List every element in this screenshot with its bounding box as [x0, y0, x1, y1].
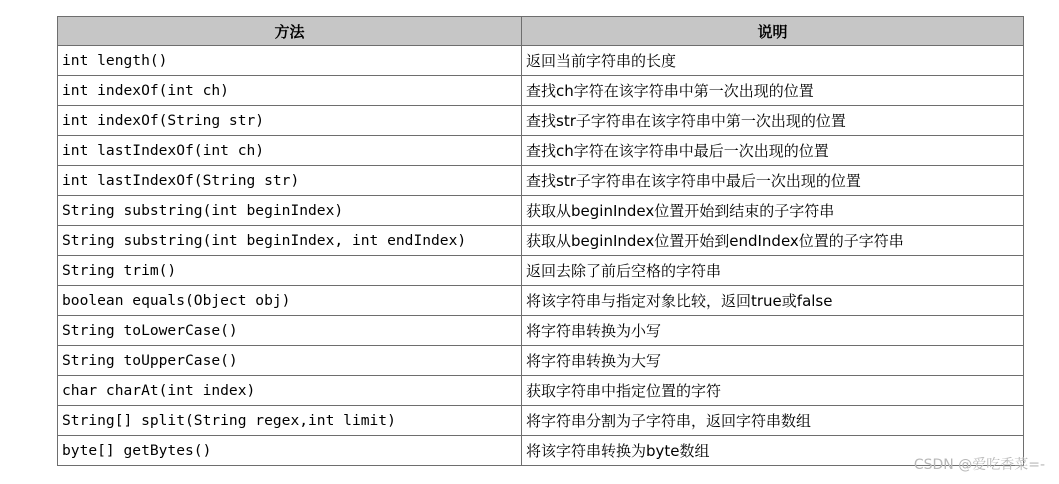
- description-cell: 将该字符串与指定对象比较，返回true或false: [522, 286, 1024, 316]
- description-cell: 返回当前字符串的长度: [522, 46, 1024, 76]
- table-row: [58, 136, 1024, 166]
- table-row: [58, 286, 1024, 316]
- description-cell: 查找str子字符串在该字符串中最后一次出现的位置: [522, 166, 1024, 196]
- method-cell: char charAt(int index): [58, 376, 522, 406]
- description-cell: 将字符串转换为小写: [522, 316, 1024, 346]
- description-cell: 获取字符串中指定位置的字符: [522, 376, 1024, 406]
- method-cell: String substring(int beginIndex, int endIndex): [58, 226, 522, 256]
- method-cell: String[] split(String regex,int limit): [58, 406, 522, 436]
- method-cell: String substring(int beginIndex): [58, 196, 522, 226]
- method-cell: int indexOf(String str): [58, 106, 522, 136]
- method-cell: int length(): [58, 46, 522, 76]
- description-cell: 将字符串转换为大写: [522, 346, 1024, 376]
- table-row: [58, 226, 1024, 256]
- table-row: [58, 196, 1024, 226]
- table-row: [58, 406, 1024, 436]
- method-cell: int lastIndexOf(String str): [58, 166, 522, 196]
- table-header-row: [58, 17, 1024, 46]
- table-row: [58, 256, 1024, 286]
- string-methods-table: [57, 16, 1024, 466]
- method-cell: String toLowerCase(): [58, 316, 522, 346]
- method-cell: int lastIndexOf(int ch): [58, 136, 522, 166]
- description-cell: 查找str子字符串在该字符串中第一次出现的位置: [522, 106, 1024, 136]
- table-row: [58, 436, 1024, 466]
- description-cell: 查找ch字符在该字符串中第一次出现的位置: [522, 76, 1024, 106]
- description-cell: 查找ch字符在该字符串中最后一次出现的位置: [522, 136, 1024, 166]
- csdn-watermark: CSDN @爱吃香菜=-: [913, 457, 1045, 473]
- description-cell: 获取从beginIndex位置开始到结束的子字符串: [522, 196, 1024, 226]
- method-cell: byte[] getBytes(): [58, 436, 522, 466]
- description-cell: 将该字符串转换为byte数组: [522, 436, 1024, 466]
- method-cell: int indexOf(int ch): [58, 76, 522, 106]
- table-row: [58, 106, 1024, 136]
- table-row: [58, 46, 1024, 76]
- description-cell: 返回去除了前后空格的字符串: [522, 256, 1024, 286]
- header-description: 说明: [522, 17, 1024, 46]
- method-cell: String toUpperCase(): [58, 346, 522, 376]
- description-cell: 获取从beginIndex位置开始到endIndex位置的子字符串: [522, 226, 1024, 256]
- table-row: [58, 76, 1024, 106]
- header-method: 方法: [58, 17, 522, 46]
- table-row: [58, 346, 1024, 376]
- description-cell: 将字符串分割为子字符串，返回字符串数组: [522, 406, 1024, 436]
- table-row: [58, 316, 1024, 346]
- table-row: [58, 166, 1024, 196]
- method-cell: String trim(): [58, 256, 522, 286]
- table-row: [58, 376, 1024, 406]
- method-cell: boolean equals(Object obj): [58, 286, 522, 316]
